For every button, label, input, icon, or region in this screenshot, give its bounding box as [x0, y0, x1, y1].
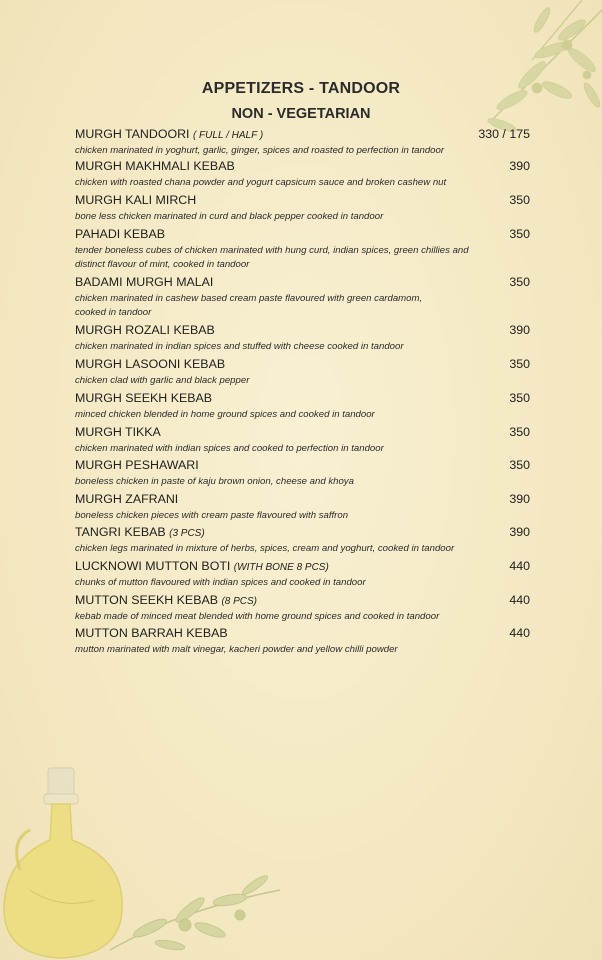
- menu-item: [75, 425, 530, 458]
- menu-item-name: TANGRI KEBAB (3 PCS): [75, 525, 205, 539]
- menu-item: [75, 159, 530, 193]
- oil-bottle-decoration: [0, 760, 300, 960]
- menu-item-description: mutton marinated with malt vinegar, kacheri powder and yellow chilli powder: [75, 644, 398, 655]
- menu-item-description: chicken marinated in indian spices and stuffed with cheese cooked in tandoor: [75, 341, 404, 352]
- menu-list: [75, 127, 530, 660]
- menu-item-price: 350: [509, 425, 530, 439]
- menu-item-price: 350: [509, 227, 530, 241]
- menu-item-price: 350: [509, 391, 530, 405]
- menu-item-name: PAHADI KEBAB: [75, 227, 165, 241]
- menu-item-name: MURGH TANDOORI ( FULL / HALF ): [75, 127, 264, 141]
- menu-item-note: (WITH BONE 8 PCS): [233, 562, 329, 573]
- menu-item-price: 350: [509, 193, 530, 207]
- menu-item-name: MURGH PESHAWARI: [75, 458, 199, 472]
- menu-item: [75, 127, 530, 159]
- menu-item: [75, 593, 530, 626]
- menu-item-price: 440: [509, 626, 530, 640]
- menu-item-description: kebab made of minced meat blended with home ground spices and cooked in tandoor: [75, 611, 440, 622]
- menu-item-name: MURGH MAKHMALI KEBAB: [75, 159, 235, 173]
- menu-item-description: chicken marinated in cashew based cream paste flavoured with green cardamom, cooked in tandoor: [75, 293, 423, 318]
- menu-item-name: MURGH ROZALI KEBAB: [75, 323, 215, 337]
- menu-item-description: boneless chicken pieces with cream paste flavoured with saffron: [75, 510, 349, 521]
- menu-item-price: 350: [509, 275, 530, 289]
- menu-item-description: chunks of mutton flavoured with indian spices and cooked in tandoor: [75, 577, 366, 588]
- menu-item-price: 330 / 175: [478, 127, 530, 141]
- menu-item: [75, 275, 530, 323]
- menu-item-description: chicken marinated in yoghurt, garlic, ginger, spices and roasted to perfection in tandoor: [75, 145, 445, 156]
- page-subtitle: NON - VEGETARIAN: [231, 106, 371, 122]
- menu-item-name: MUTTON BARRAH KEBAB: [75, 626, 228, 640]
- menu-item-description: chicken with roasted chana powder and yogurt capsicum sauce and broken cashew nut: [75, 177, 447, 188]
- menu-item-price: 350: [509, 458, 530, 472]
- menu-item-note: (3 PCS): [169, 528, 205, 539]
- menu-item-price: 390: [509, 323, 530, 337]
- menu-item-price: 390: [509, 525, 530, 539]
- menu-item: [75, 626, 530, 660]
- menu-item: [75, 525, 530, 559]
- menu-item: [75, 357, 530, 391]
- menu-item-description: chicken clad with garlic and black pepper: [75, 375, 250, 386]
- menu-item-description: chicken legs marinated in mixture of herbs, spices, cream and yoghurt, cooked in tandoor: [75, 543, 455, 554]
- menu-item-name: MUTTON SEEKH KEBAB (8 PCS): [75, 593, 257, 607]
- menu-item: [75, 458, 530, 492]
- menu-item-description: boneless chicken in paste of kaju brown onion, cheese and khoya: [75, 476, 354, 487]
- menu-item-name: MURGH LASOONI KEBAB: [75, 357, 226, 371]
- menu-item: [75, 492, 530, 525]
- menu-item-note: (8 PCS): [221, 596, 257, 607]
- menu-item-price: 440: [509, 593, 530, 607]
- menu-item-name: MURGH ZAFRANI: [75, 492, 179, 506]
- menu-item: [75, 227, 530, 275]
- menu-item-name: LUCKNOWI MUTTON BOTI (WITH BONE 8 PCS): [75, 559, 329, 573]
- menu-item: [75, 323, 530, 357]
- menu-item-name: MURGH TIKKA: [75, 425, 161, 439]
- menu-item-name: MURGH SEEKH KEBAB: [75, 391, 213, 405]
- menu-item-price: 440: [509, 559, 530, 573]
- menu-item-price: 390: [509, 159, 530, 173]
- menu-item-name: MURGH KALI MIRCH: [75, 193, 197, 207]
- menu-item: [75, 391, 530, 425]
- menu-item-note: ( FULL / HALF ): [192, 130, 264, 141]
- menu-item-description: tender boneless cubes of chicken marinated with hung curd, indian spices, green chillies and distinct flavour of mint, cooked in tandoor: [75, 245, 469, 270]
- menu-item-description: minced chicken blended in home ground spices and cooked in tandoor: [75, 409, 375, 420]
- menu-item: [75, 193, 530, 227]
- menu-item-description: bone less chicken marinated in curd and black pepper cooked in tandoor: [75, 211, 384, 222]
- menu-item-name: BADAMI MURGH MALAI: [75, 275, 214, 289]
- menu-item-price: 390: [509, 492, 530, 506]
- menu-item: [75, 559, 530, 593]
- menu-item-description: chicken marinated with indian spices and cooked to perfection in tandoor: [75, 443, 384, 454]
- page-title: APPETIZERS - TANDOOR: [201, 80, 401, 97]
- menu-item-price: 350: [509, 357, 530, 371]
